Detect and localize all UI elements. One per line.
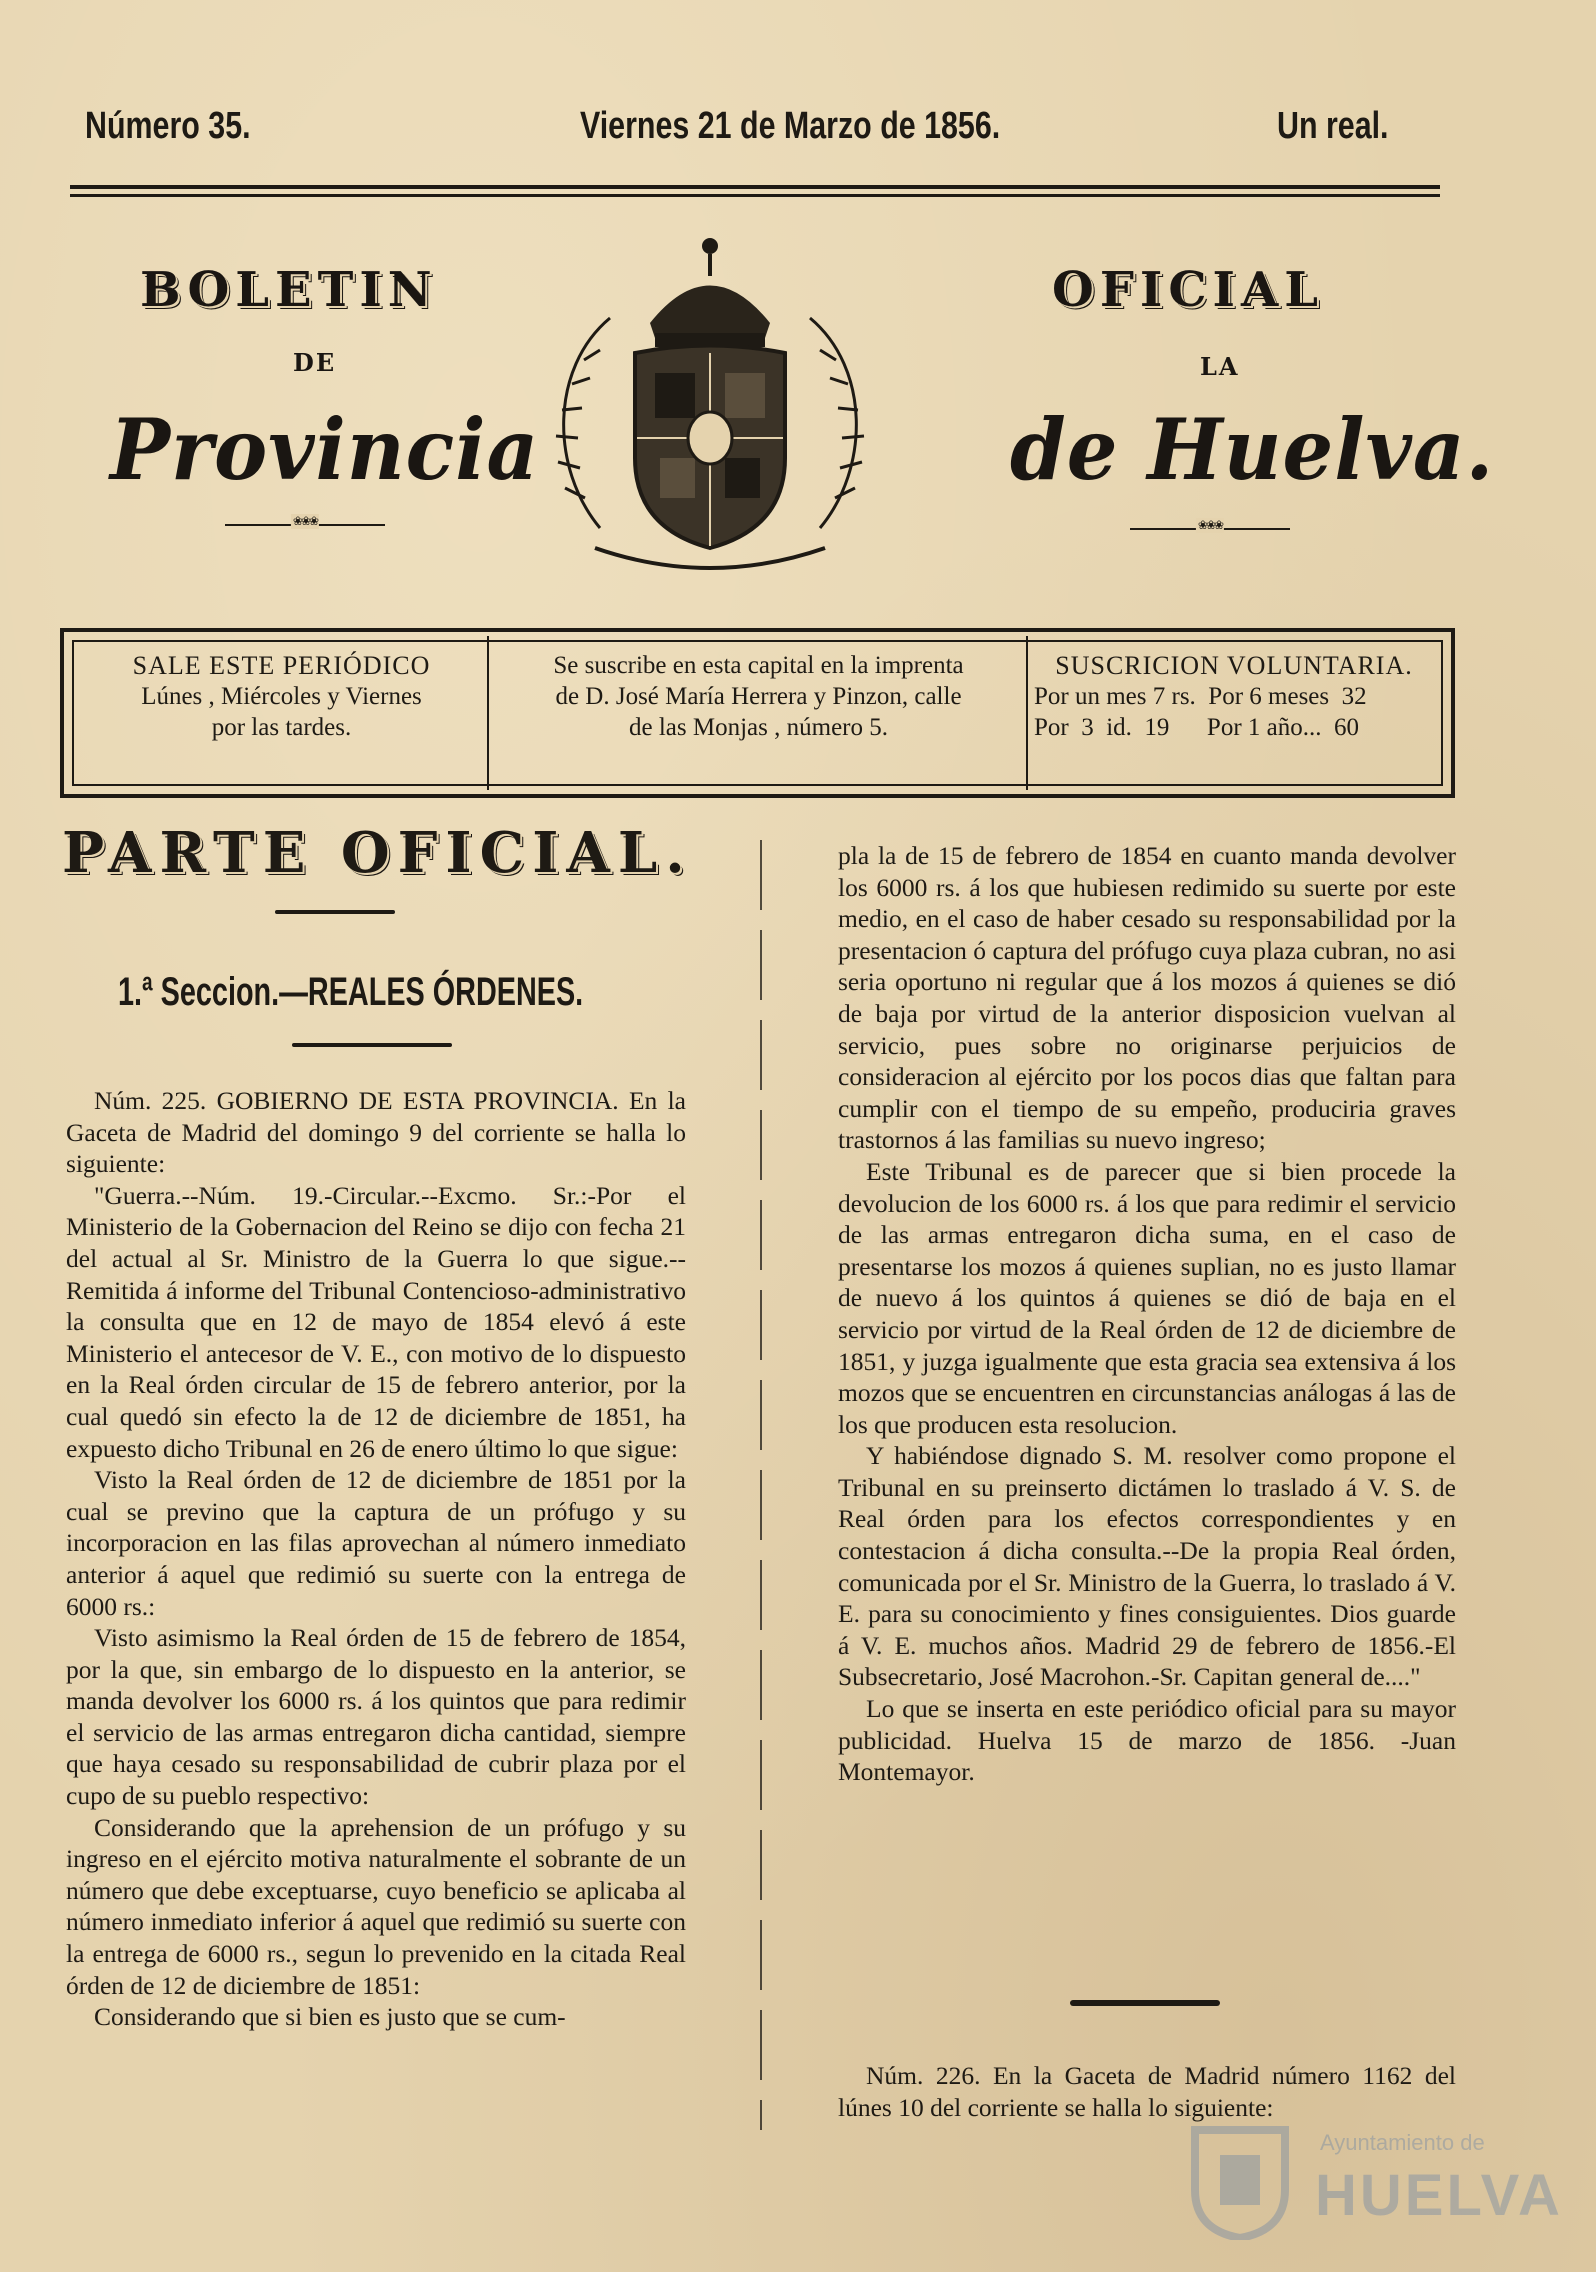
title-rule (275, 910, 395, 914)
paragraph: Visto la Real órden de 12 de diciembre de 1851 por la cual se previno que la captura de un prófugo y su incorporacion en las filas aprovechan al número inmediato anterior á aquel que redimió su suerte con la entrega de 6000 rs.: (66, 1465, 686, 1621)
paragraph: pla la de 15 de febrero de 1854 en cuanto manda devolver los 6000 rs. á los que hubiesen redimido su suerte por este medio, en el caso de haber cesado su responsabilidad por la presentacion ó captura del prófugo cuya plaza cubran, no asi seria oportuno ni regular que á los mozos á quienes se dió de baja por virtud de la anterior disposicion vuelvan al servicio, pues sobre no originarse perjuicios de consideracion al ejército por los pocos dias que faltan para cumplir con el tiempo de su empeño, produciria graves trastornos á las familias su nuevo ingreso; (838, 841, 1456, 1155)
royal-crest-icon (540, 228, 880, 573)
issue-price: Un real. (1277, 105, 1389, 147)
paragraph: Y habiéndose dignado S. M. resolver como propone el Tribunal en su preinserto dictámen lo traslado á V. S. de Real órden para los efectos correspondientes y en contestacion á dicha consulta.--De la propia Real órden, comunicada por el Sr. Ministro de la Guerra, lo traslado á V. E. para su conocimiento y fines consiguientes. Dios guarde á V. E. muchos años. Madrid 29 de febrero de 1856.-El Subsecretario, José Macrohon.-Sr. Capitan general de...." (838, 1441, 1456, 1692)
shield-logo-icon (1185, 2120, 1295, 2240)
paragraph: Considerando que la aprehension de un prófugo y su ingreso en el ejército motiva naturalmente el sobrante de un número que debe exceptuarse, cuyo beneficio se aplicaba al número inmediato inferior á aquel que redimió su suerte con la entrega de 6000 rs., segun lo prevenido en la citada Real órden de 12 de diciembre de 1851: (66, 1812, 686, 2000)
paragraph: Núm. 226. En la Gaceta de Madrid número 1162 del lúnes 10 del corriente se halla lo siguiente: (838, 2061, 1456, 2122)
masthead-de: DE (293, 348, 337, 377)
paragraph: Considerando que si bien es justo que se cum- (94, 2002, 566, 2032)
right-column-text (838, 840, 1456, 1788)
info-subscription-place: Se suscribe en esta capital en la imprenta de D. José María Herrera y Pinzon, calle de las Monjas , número 5. (553, 652, 964, 741)
masthead-boletin: BOLETIN (140, 262, 438, 318)
article-separator (1070, 2000, 1220, 2006)
column-separator (760, 840, 762, 2130)
info-prices: SUSCRICION VOLUNTARIA. Por un mes 7 rs. Por 6 meses 32 Por 3 id. 19 Por 1 año... 60 (1034, 651, 1413, 741)
paragraph: "Guerra.--Núm. 19.-Circular.--Excmo. Sr.:-Por el Ministerio de la Gobernacion del Reino se dijo con fecha 21 del actual al Sr. Ministro de la Guerra lo que sigue.--Remitida á informe del Tribunal Contencioso-administrativo la consulta que en 12 de mayo de 1854 elevó á este Ministerio el antecesor de V. E., con motivo de lo dispuesto en la Real órden circular de 15 de febrero anterior, por la cual quedó sin efecto la de 12 de diciembre de 1851, ha expuesto dicho Tribunal en 26 de enero último lo que sigue: (66, 1180, 686, 1463)
issue-header (85, 105, 1405, 145)
right-column-next-article (838, 2060, 1456, 2123)
section-title: PARTE OFICIAL. (62, 820, 693, 886)
info-schedule: SALE ESTE PERIÓDICO Lúnes , Miércoles y Viernes por las tardes. (132, 651, 431, 741)
left-column-text (66, 1085, 686, 2033)
masthead-flourish-left (225, 518, 385, 532)
subscription-info-box (60, 628, 1455, 798)
masthead-huelva: de Huelva. (1010, 400, 1495, 499)
subsection-rule (292, 1043, 452, 1047)
masthead-flourish-right (1130, 522, 1290, 536)
subsection-title: 1.ª Seccion.—REALES ÓRDENES. (118, 970, 584, 1014)
masthead-la: LA (1200, 352, 1240, 381)
archive-watermark: Ayuntamiento de HUELVA (1185, 2120, 1525, 2250)
issue-date: Viernes 21 de Marzo de 1856. (580, 105, 1001, 147)
paragraph: Visto asimismo la Real órden de 15 de febrero de 1854, por la que, sin embargo de lo dispuesto en la anterior, se manda devolver los 6000 rs. á los quintos que para redimir el servicio de las armas entregaron dicha cantidad, siempre que haya cesado su responsabilidad de cubrir plaza por el cupo de su pueblo respectivo: (66, 1623, 686, 1811)
paragraph: Este Tribunal es de parecer que si bien procede la devolucion de los 6000 rs. á los que para redimir el servicio de las armas entregaron dicha suma, en el caso de presentarse los mozos á quienes suplian, no es justo llamar de nuevo á los quintos á quienes se dió de baja en el servicio por virtud de la Real órden de 12 de diciembre de 1851, y juzga igualmente que esta gracia sea extensiva á los mozos que se encuentren en circunstancias análogas á las de los que producen esta resolucion. (838, 1156, 1456, 1439)
paragraph: Núm. 225. GOBIERNO DE ESTA PROVINCIA. En la Gaceta de Madrid del domingo 9 del corriente se halla lo siguiente: (66, 1086, 686, 1179)
masthead-oficial: OFICIAL (1052, 262, 1324, 318)
paragraph: Lo que se inserta en este periódico oficial para su mayor publicidad. Huelva 15 de marzo de 1856. -Juan Montemayor. (838, 1694, 1456, 1787)
issue-number: Número 35. (85, 105, 251, 147)
masthead-provincia: Provincia (110, 400, 540, 499)
